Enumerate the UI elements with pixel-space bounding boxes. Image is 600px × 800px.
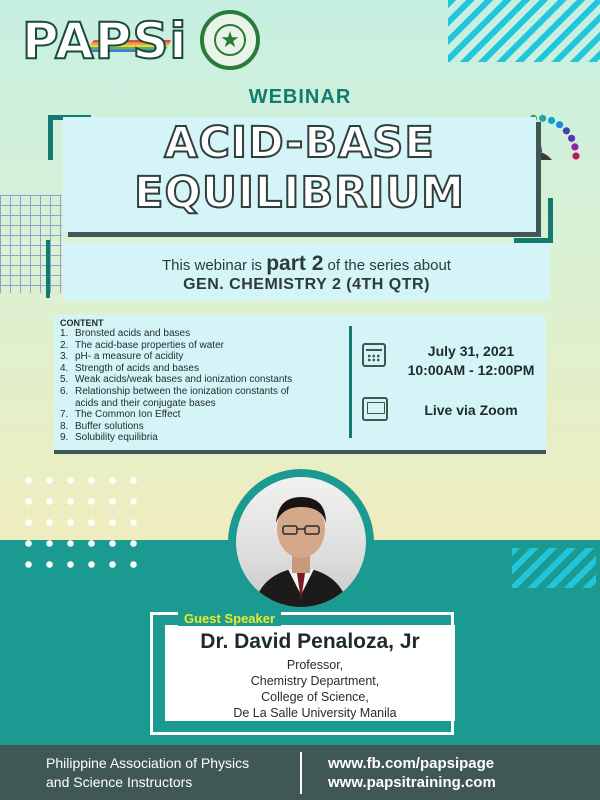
org-line-1: Philippine Association of Physics [46, 755, 250, 771]
content-heading: CONTENT [60, 318, 104, 328]
series-subject: GEN. CHEMISTRY 2 (4TH QTR) [183, 276, 430, 293]
series-accent [46, 240, 64, 298]
list-item: 2. The acid-base properties of water [60, 339, 224, 351]
speaker-role-line: De La Salle University Manila [233, 706, 397, 720]
series-text [63, 252, 550, 276]
list-item: 6. Relationship between the ionization constants of acids and their conjugate bases [60, 385, 290, 409]
website-link[interactable]: www.papsitraining.com [328, 774, 496, 791]
footer-links [328, 754, 588, 792]
ph-gauge-dot [572, 152, 579, 159]
calendar-icon [362, 343, 386, 367]
list-item: 8. Buffer solutions [60, 420, 144, 432]
ph-gauge-dot [556, 121, 563, 128]
content-list [60, 328, 350, 444]
speaker-name: Dr. David Penaloza, Jr [200, 630, 420, 653]
speaker-role-line: Chemistry Department, [250, 674, 380, 688]
ph-gauge-dot [539, 115, 546, 122]
title-line-2: EQUILIBRIUM [134, 168, 465, 218]
ph-gauge-dot [571, 143, 578, 150]
ph-gauge-dot [548, 117, 555, 124]
list-item: 4. Strength of acids and bases [60, 362, 199, 374]
series-suffix: of the series about [323, 257, 451, 274]
list-item: 1. Bronsted acids and bases [60, 328, 191, 339]
series-prefix: This webinar is [162, 257, 267, 274]
event-time: 10:00AM - 12:00PM [407, 362, 535, 378]
ph-gauge-dot [563, 127, 570, 134]
decor-stripes-bottom [512, 548, 596, 588]
papsi-logo: PAPSi [22, 12, 188, 70]
footer-divider [300, 752, 302, 794]
decor-stripes-top [448, 0, 600, 62]
list-item: 7. The Common Ion Effect [60, 409, 181, 421]
list-item: 5. Weak acids/weak bases and ionization constants [60, 374, 293, 386]
speaker-role-line: Professor, [286, 658, 344, 672]
ph-gauge-dot [568, 135, 575, 142]
facebook-link[interactable]: www.fb.com/papsipage [328, 755, 495, 772]
title-line-1: ACID-BASE [164, 118, 435, 168]
decor-dots [18, 470, 146, 575]
speaker-photo [236, 477, 366, 607]
list-item: 3. pH- a measure of acidity [60, 351, 184, 363]
guest-speaker-label: Guest Speaker [178, 611, 281, 626]
org-line-2: and Science Instructors [46, 774, 193, 790]
speaker-role [165, 657, 465, 721]
seal-star-icon: ★ [220, 27, 240, 52]
event-datetime [396, 342, 546, 380]
event-venue: Live via Zoom [424, 402, 518, 418]
event-date: July 31, 2021 [427, 343, 515, 359]
monitor-icon [362, 397, 388, 421]
list-item: 9. Solubility equilibria [60, 432, 158, 444]
webinar-label: WEBINAR [248, 86, 352, 108]
series-highlight: part 2 [266, 252, 324, 275]
speaker-role-line: College of Science, [261, 690, 369, 704]
footer-org [46, 754, 286, 792]
